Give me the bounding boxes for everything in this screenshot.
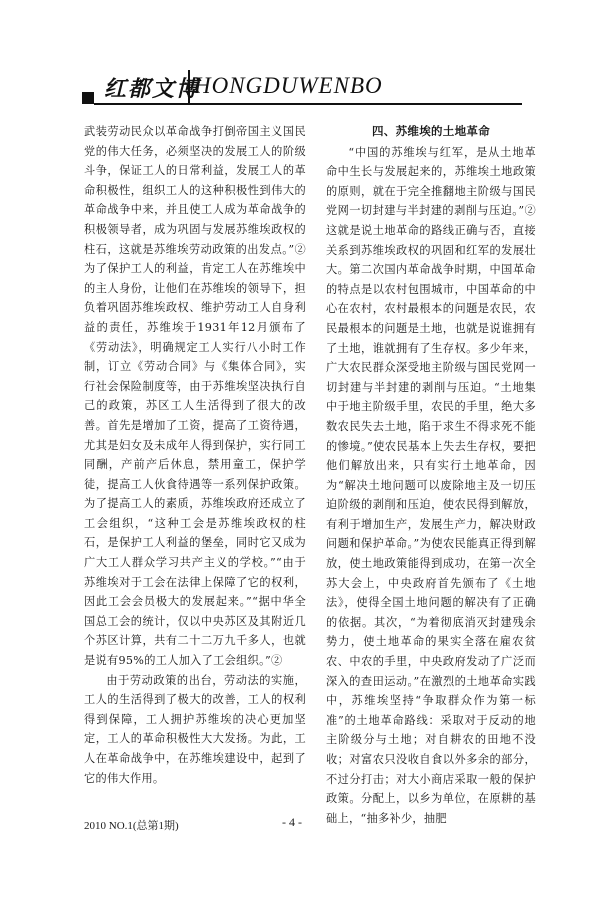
- right-paragraph-1: “中国的苏维埃与红军，是从土地革命中生长与发展起来的，苏维埃土地政策的原则，就在于完全推翻地主阶级与国民党网一切封建与半封建的剥削与压迫。”②这就是说土地革命的路线正确与否，直接关系到苏维埃政权的巩固和红军的发展壮大。第二次国内革命战争时期，中国革命的特点是以农村包围城市，中国革命的中心在农村，农村最根本的问题是农民，农民最根本的问题是土地，也就是说谁拥有了土地，谁就拥有了生存权。多少年来，广大农民群众深受地主阶级与国民党网一切封建与半封建的剥削与压迫。“土地集中于地主阶级手里，农民的手里，绝大多数农民失去土地，陷于求生不得求死不能的惨境。”使农民基本上失去生存权，要把他们解放出来，只有实行土地革命，因为“解决土地问题可以废除地主及一切压迫阶级的剥削和压迫，使农民得到解放，有利于增加生产，发展生产力，解决财政问题和保护革命。”为使农民能真正得到解放，使土地政策能得到成功，在第一次全苏大会上，中央政府首先颁布了《土地法》，使得全国土地问题的解决有了正确的依据。其次，“为着彻底消灭封建残余势力，使土地革命的果实全落在雇农贫农、中农的手里，中央政府发动了广泛而深入的查田运动。”在激烈的土地革命实践中，苏维埃坚持“争取群众作为第一标准”的土地革命路线：采取对于反动的地主阶级分与土地；对自耕农的田地不没收；对富农只没收自食以外多余的部分，不过分打击；对大小商店采取一般的保护政策。分配上，以乡为单位，在原耕的基础上，“抽多补少，抽肥: [326, 145, 536, 825]
- issue-label: 2010 NO.1(总第1期): [84, 820, 179, 832]
- left-paragraph-2: 由于劳动政策的出台，劳动法的实施，工人的生活得到了极大的改善，工人的权利得到保障，工人拥护苏维埃的决心更加坚定，工人的革命积极性大大发扬。为此，工人在革命战争中，在苏维埃建设中，起到了它的伟大作用。: [84, 673, 306, 785]
- masthead-chinese-title: 红都文博: [104, 76, 201, 102]
- page-number: - 4 -: [282, 815, 302, 829]
- left-paragraph-1: 武装劳动民众以革命战争打倒帝国主义国民党的伟大任务，必须坚决的发展工人的阶级斗争，保证工人的日常利益，发展工人的革命积极性，组织工人的这种积极性到伟大的革命战争中来，并且使工人成为革命战争的积极领导者，成为巩固与发展苏维埃政权的柱石，这就是苏维埃劳动政策的出发点。”②为了保护工人的利益，肯定工人在苏维埃中的主人身份，让他们在苏维埃的领导下，担负着巩固苏维埃政权、维护劳动工人自身利益的责任，苏维埃于1931年12月颁布了《劳动法》，明确规定工人实行八小时工作制，订立《劳动合同》与《集体合同》，实行社会保险制度等，由于苏维埃坚决执行自己的政策，苏区工人生活得到了很大的改善。首先是增加了工资，提高了工资待遇，尤其是妇女及未成年人得到保护，实行同工同酬，产前产后休息，禁用童工，保护学徒，提高工人伙食待遇等一系列保护政策。为了提高工人的素质，苏维埃政府还成立了工会组织，“这种工会是苏维埃政权的柱石，是保护工人利益的堡垒，同时它又成为广大工人群众学习共产主义的学校。”“由于苏维埃对于工会在法律上保障了它的权利，因此工会会员极大的发展起来。”“据中华全国总工会的统计，仅以中央苏区及其附近几个苏区计算，共有二十二万九千多人，也就是说有95%的工人加入了工会组织。”②: [84, 125, 306, 668]
- right-column: [326, 122, 536, 828]
- masthead-square-mark: [82, 92, 94, 104]
- section-heading: 四、苏维埃的土地革命: [372, 124, 490, 138]
- masthead: [82, 70, 522, 106]
- masthead-latin-title: HONGDUWENBO: [194, 73, 383, 98]
- left-column: [84, 122, 306, 788]
- masthead-horizontal-rule: [94, 103, 522, 105]
